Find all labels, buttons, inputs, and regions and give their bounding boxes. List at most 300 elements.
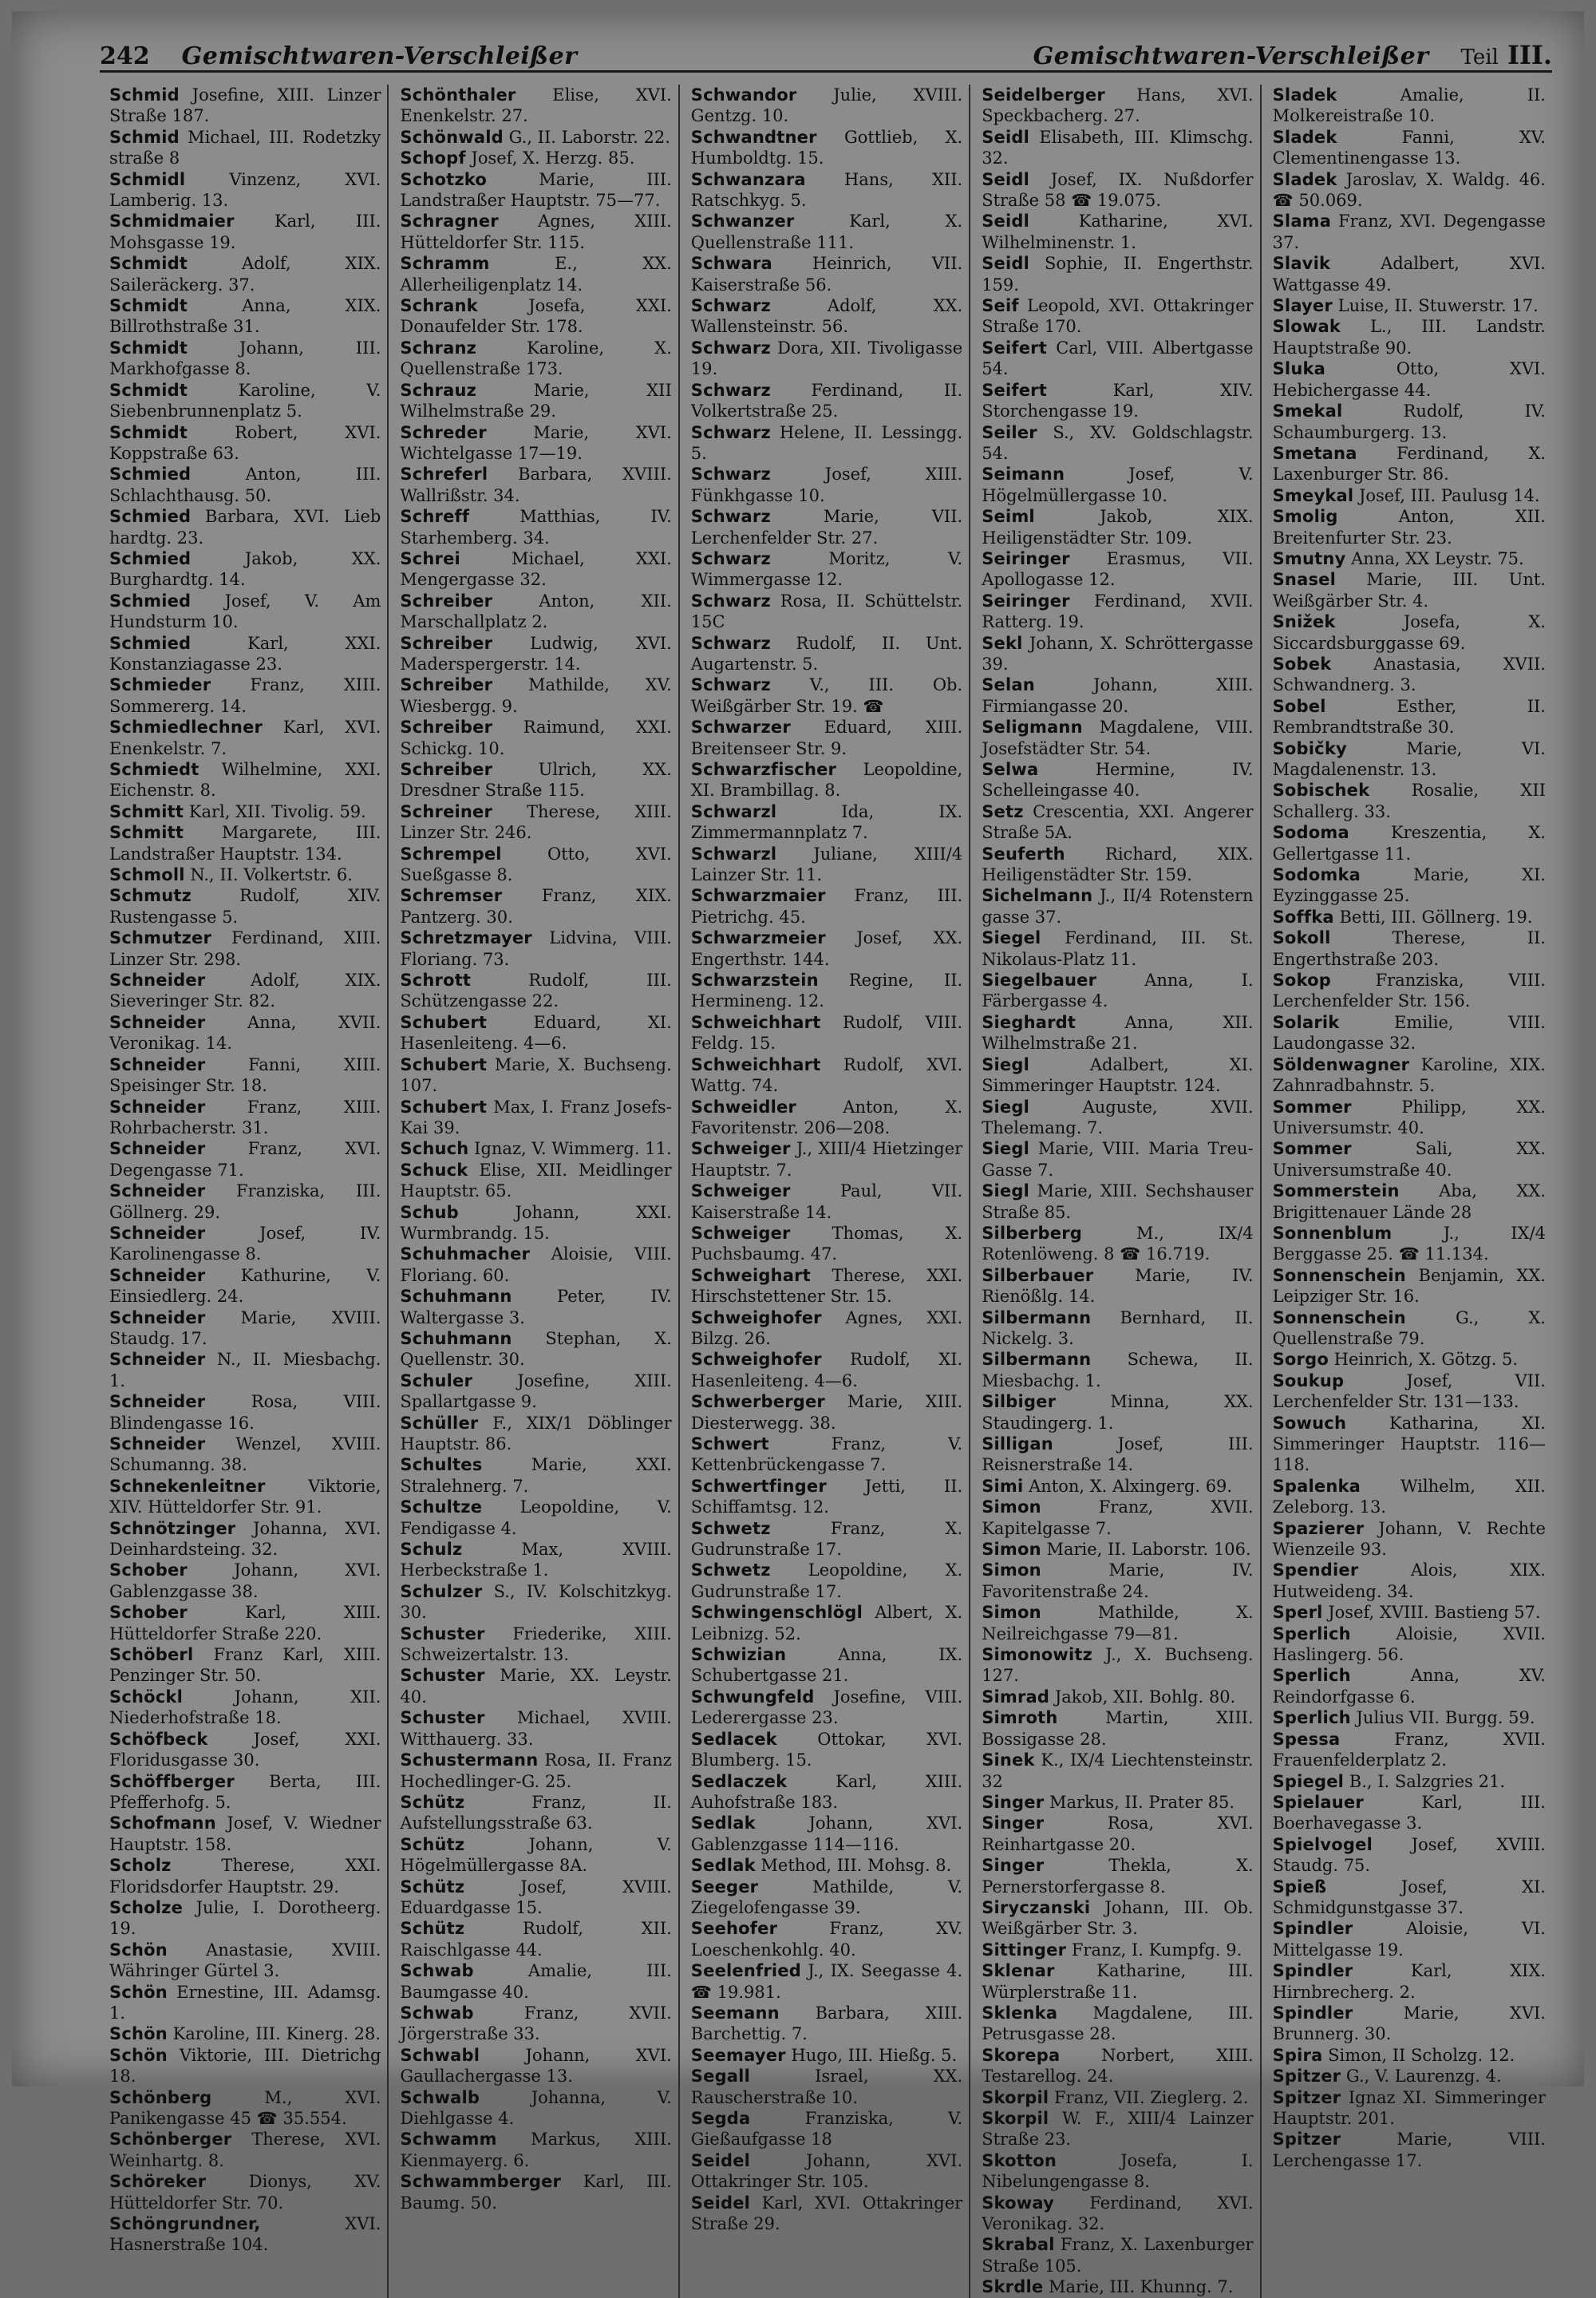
directory-entry: [982, 1138, 1253, 1181]
entry-details: N., II. Miesbachg. 1.: [109, 1350, 381, 1390]
entry-details: Viktorie, III. Dietrichg 18.: [109, 2045, 381, 2086]
directory-entry: [1273, 1792, 1546, 1834]
entry-details: Wilhelm, XII. Zeleborg. 13.: [1272, 1476, 1546, 1517]
directory-entry: [982, 1265, 1253, 1307]
entry-details: Martin, XIII. Bossigasse 28.: [982, 1708, 1254, 1749]
directory-entry: [1273, 1181, 1546, 1223]
entry-surname: Sowuch: [1272, 1413, 1347, 1433]
directory-entry: [109, 127, 381, 169]
entry-details: Therese, XXI. Floridsdorfer Hauptstr. 29.: [109, 1856, 381, 1897]
directory-entry: [982, 380, 1253, 422]
entry-details: Johann, XII. Niederhofstraße 18.: [109, 1687, 381, 1728]
entry-surname: Schönthaler: [400, 85, 516, 105]
entry-surname: Schotzko: [400, 169, 488, 189]
entry-surname: Sperlich: [1272, 1624, 1351, 1643]
entry-surname: Skotton: [982, 2150, 1057, 2170]
entry-details: Karl, XVI. Ottakringer Straße 29.: [690, 2193, 963, 2234]
entry-details: Josef, V. Högelmüllergasse 10.: [982, 465, 1254, 505]
entry-details: Therese, XIII. Linzer Str. 246.: [400, 801, 672, 843]
directory-entry: [982, 295, 1253, 338]
entry-surname: Schwarz: [690, 296, 771, 316]
entry-details: Schewa, II. Miesbachg. 1.: [982, 1350, 1254, 1390]
entry-surname: Schneider: [109, 1181, 206, 1201]
directory-entry: [1273, 738, 1546, 781]
entry-details: Katharine, XVI. Wilhelminenstr. 1.: [982, 212, 1254, 252]
directory-entry: [1273, 2129, 1546, 2171]
directory-entry: [691, 885, 962, 928]
directory-entry: [109, 864, 381, 885]
directory-entry: [109, 2129, 381, 2171]
entry-details: Marie, XVIII. Staudg. 17.: [109, 1307, 381, 1348]
entry-details: Ferdinand, III. St. Nikolaus-Platz 11.: [982, 928, 1254, 969]
entry-surname: Schneider: [109, 1307, 206, 1327]
directory-entry: [982, 506, 1253, 548]
entry-surname: Schopf: [400, 148, 466, 168]
directory-entry: [1273, 2087, 1546, 2130]
directory-entry: [109, 2213, 381, 2256]
entry-surname: Skoway: [982, 2193, 1054, 2213]
entry-surname: Smutny: [1272, 548, 1346, 568]
entry-surname: Schwarz: [690, 507, 771, 527]
directory-entry: [109, 338, 381, 380]
directory-entry: [1273, 1877, 1546, 1919]
entry-details: M., IX/4 Rotenlöweng. 8 ☎ 16.719.: [982, 1223, 1254, 1264]
directory-entry: [691, 1687, 962, 1729]
entry-surname: Simon: [982, 1497, 1041, 1517]
directory-entry: [400, 801, 671, 844]
entry-surname: Sluka: [1272, 359, 1326, 379]
entry-details: Marie, IV. Rienößlg. 14.: [982, 1265, 1254, 1307]
entry-surname: Schreiber: [400, 633, 493, 653]
directory-entry: [109, 253, 381, 295]
entry-details: Johann, XVI. Gaullachergasse 13.: [400, 2045, 672, 2086]
entry-surname: Sobičky: [1272, 738, 1347, 758]
entry-surname: Sieghardt: [982, 1012, 1077, 1032]
entry-details: Fanni, XV. Clementinengasse 13.: [1272, 127, 1546, 168]
entry-surname: Seidel: [690, 2150, 751, 2170]
entry-surname: Spitzer: [1272, 2087, 1341, 2107]
entry-details: Marie, XX. Leystr. 40.: [400, 1666, 672, 1707]
entry-surname: Schön: [109, 2024, 168, 2044]
entry-details: Anastasia, XVII. Schwandnerg. 3.: [1272, 654, 1546, 695]
directory-entry: [109, 674, 381, 717]
entry-surname: Skorpil: [982, 2087, 1049, 2107]
directory-entry: [400, 717, 671, 759]
entry-surname: Schön: [109, 1940, 168, 1960]
directory-entry: [691, 1349, 962, 1391]
directory-entry: [109, 1391, 381, 1434]
directory-entry: [982, 2108, 1253, 2150]
directory-entry: [109, 1476, 381, 1518]
entry-details: N., II. Volkertstr. 6.: [190, 865, 353, 885]
entry-details: Regine, II. Hermineng. 12.: [690, 971, 963, 1011]
entry-surname: Schneider: [109, 1434, 206, 1454]
entry-details: Josef, XI. Schmidgunstgasse 37.: [1272, 1877, 1546, 1917]
entry-details: Johanna, XVI. Deinhardsteing. 32.: [109, 1518, 381, 1560]
entry-surname: Schmidt: [109, 380, 188, 400]
entry-details: Josef, XVIII. Bastieng 57.: [1328, 1603, 1541, 1623]
directory-entry: [109, 464, 381, 506]
entry-surname: Segall: [690, 2067, 750, 2086]
entry-details: Marie, XVI. Brunnerg. 30.: [1272, 2003, 1546, 2044]
entry-details: Otto, XVI. Sueßgasse 8.: [400, 844, 672, 885]
entry-details: Julius VII. Burgg. 59.: [1356, 1708, 1535, 1728]
entry-surname: Spazierer: [1272, 1518, 1365, 1538]
entry-details: Ferdinand, X. Laxenburger Str. 86.: [1272, 443, 1546, 485]
entry-surname: Schneider: [109, 1350, 206, 1370]
entry-surname: Schulzer: [400, 1581, 483, 1601]
entry-surname: Schragner: [400, 212, 499, 231]
entry-surname: Schreferl: [400, 465, 488, 485]
directory-entry: [982, 1940, 1253, 1960]
entry-details: Anastasie, XVIII. Währinger Gürtel 3.: [109, 1940, 381, 1981]
directory-entry: [1273, 316, 1546, 358]
entry-surname: Soukup: [1272, 1370, 1345, 1390]
entry-details: Adalbert, XVI. Wattgasse 49.: [1272, 254, 1546, 295]
entry-surname: Schwarzstein: [690, 971, 819, 991]
directory-entry: [982, 1097, 1253, 1139]
entry-surname: Seligmann: [982, 718, 1083, 738]
entry-details: Stephan, X. Quellenstr. 30.: [400, 1328, 672, 1370]
entry-details: Therese, XVI. Weinhartg. 8.: [109, 2130, 381, 2170]
directory-entry: [1273, 358, 1546, 401]
directory-entry: [109, 1349, 381, 1391]
directory-entry: [109, 885, 381, 928]
directory-entry: [109, 1813, 381, 1855]
entry-details: Jakob, XX. Burghardtg. 14.: [109, 548, 381, 590]
directory-entry: [691, 2066, 962, 2108]
entry-details: Hans, XII. Ratschkyg. 5.: [690, 169, 963, 211]
entry-details: Marie, VIII. Lerchengasse 17.: [1272, 2130, 1546, 2170]
entry-details: Gottlieb, X. Humboldtg. 15.: [690, 127, 963, 168]
entry-surname: Schober: [109, 1603, 188, 1623]
entry-details: Franz Karl, XIII. Penzinger Str. 50.: [109, 1645, 381, 1686]
directory-entry: [691, 295, 962, 338]
directory-entry: [400, 591, 671, 633]
entry-details: Marie, X. Buchseng. 107.: [400, 1054, 672, 1096]
entry-surname: Schramm: [400, 254, 490, 274]
directory-entry: [691, 2193, 962, 2235]
directory-entry: [1273, 654, 1546, 696]
directory-entry: [109, 717, 381, 759]
directory-entry: [400, 970, 671, 1012]
directory-entry: [400, 422, 671, 465]
entry-surname: Schneider: [109, 1139, 206, 1159]
directory-entry: [982, 1307, 1253, 1350]
entry-surname: Sperlich: [1272, 1666, 1351, 1686]
entry-surname: Schwarzfischer: [690, 760, 837, 779]
directory-entry: [982, 422, 1253, 465]
directory-entry: [109, 1265, 381, 1307]
directory-entry: [982, 2234, 1253, 2276]
directory-entry: [1273, 443, 1546, 485]
entry-surname: Schwert: [690, 1434, 769, 1454]
directory-entry: [982, 591, 1253, 633]
entry-surname: Schmiedlechner: [109, 718, 263, 738]
directory-entry: [982, 548, 1253, 591]
entry-surname: Schuch: [400, 1139, 469, 1159]
entry-surname: Schwerberger: [690, 1392, 825, 1412]
entry-surname: Snasel: [1272, 570, 1336, 590]
directory-entry: [109, 1012, 381, 1054]
directory-entry: [982, 1181, 1253, 1223]
entry-surname: Seehofer: [690, 1919, 778, 1939]
entry-surname: Simon: [982, 1560, 1041, 1580]
directory-entry: [400, 1054, 671, 1097]
entry-surname: Sonnenschein: [1272, 1265, 1406, 1285]
entry-details: Leopoldine, X. Gudrunstraße 17.: [690, 1560, 963, 1601]
entry-surname: Schwammberger: [400, 2172, 562, 2192]
directory-entry: [1273, 485, 1546, 506]
entry-details: Aba, XX. Brigittenauer Lände 28: [1272, 1181, 1546, 1222]
entry-surname: Sommer: [1272, 1097, 1352, 1117]
entry-details: Josef, III. Reisnerstraße 14.: [982, 1434, 1254, 1475]
entry-details: Rudolf, XIV. Rustengasse 5.: [109, 886, 381, 927]
directory-entry: [982, 633, 1253, 675]
entry-details: Marie, VI. Magdalenenstr. 13.: [1272, 738, 1546, 779]
entry-surname: Schwarzmaier: [690, 886, 826, 906]
directory-entry: [109, 801, 381, 822]
entry-surname: Schütz: [400, 1792, 465, 1812]
entry-details: Franziska, V. Gießaufgasse 18: [690, 2109, 963, 2150]
entry-details: Marie, VIII. Maria Treu-Gasse 7.: [982, 1139, 1254, 1180]
entry-surname: Schmid: [109, 85, 180, 105]
entry-surname: Sodomka: [1272, 865, 1361, 885]
entry-surname: Schuhmann: [400, 1328, 512, 1348]
entry-details: Karl, III. Boerhavegasse 3.: [1272, 1792, 1546, 1833]
entry-surname: Schmied: [109, 591, 192, 611]
entry-details: Franz, XVII. Jörgerstraße 33.: [400, 2003, 672, 2044]
entry-surname: Seidl: [982, 169, 1029, 189]
directory-entry: [109, 970, 381, 1012]
entry-details: Josef, IX. Nußdorfer Straße 58 ☎ 19.075.: [982, 169, 1254, 211]
entry-surname: Schmutzer: [109, 928, 212, 948]
entry-details: Ulrich, XX. Dresdner Straße 115.: [400, 760, 672, 801]
entry-surname: Seidl: [982, 212, 1029, 231]
entry-details: Karoline, X. Quellenstraße 173.: [400, 338, 672, 379]
entry-surname: Schwamm: [400, 2130, 497, 2150]
directory-entry: [982, 1434, 1253, 1476]
entry-surname: Schmitt: [109, 801, 184, 821]
entry-surname: Schneider: [109, 971, 206, 991]
entry-surname: Siegel: [982, 928, 1041, 948]
directory-entry: [691, 1729, 962, 1771]
directory-entry: [109, 1687, 381, 1729]
entry-surname: Schwarzl: [690, 801, 777, 821]
entry-details: Karl, XIII. Hütteldorfer Straße 220.: [109, 1603, 381, 1643]
directory-entry: [1273, 1413, 1546, 1476]
entry-details: Johann, III. Markhofgasse 8.: [109, 338, 381, 379]
entry-details: Karoline, V. Siebenbrunnenplatz 5.: [109, 380, 381, 421]
entry-surname: Schmidl: [109, 169, 186, 189]
entry-details: L., III. Landstr. Hauptstraße 90.: [1272, 317, 1546, 358]
directory-entry: [691, 2108, 962, 2150]
directory-entry: [691, 1054, 962, 1097]
entry-details: Ignaz XI. Simmeringer Hauptstr. 201.: [1272, 2087, 1546, 2128]
entry-details: Elise, XII. Meidlinger Hauptstr. 65.: [400, 1160, 672, 1201]
directory-entry: [109, 1644, 381, 1687]
entry-details: Hans, XVI. Speckbacherg. 27.: [982, 85, 1254, 126]
directory-entry: [1273, 780, 1546, 822]
directory-entry: [109, 1560, 381, 1602]
entry-details: Franz, XVI. Degengasse 71.: [109, 1139, 381, 1180]
entry-surname: Silbermann: [982, 1350, 1092, 1370]
directory-entry: [1273, 611, 1546, 654]
entry-details: Franziska, III. Göllnerg. 29.: [109, 1181, 381, 1222]
entry-surname: Seiler: [982, 422, 1037, 442]
entry-details: Dionys, XV. Hütteldorfer Str. 70.: [109, 2172, 381, 2213]
entry-surname: Sedlaczek: [690, 1771, 788, 1791]
entry-surname: Simrad: [982, 1687, 1050, 1707]
entry-surname: Silbermann: [982, 1307, 1092, 1327]
directory-entry: [109, 380, 381, 422]
entry-details: Marie, II. Laborstr. 106.: [1046, 1540, 1251, 1560]
directory-entry: [109, 928, 381, 970]
entry-details: Mathilde, X. Neilreichgasse 79—81.: [982, 1603, 1254, 1643]
entry-surname: Smolig: [1272, 507, 1338, 527]
directory-entry: [691, 253, 962, 295]
entry-details: Peter, IV. Waltergasse 3.: [400, 1287, 672, 1327]
entry-surname: Spendier: [1272, 1560, 1359, 1580]
directory-entry: [400, 1707, 671, 1750]
entry-surname: Schuster: [400, 1708, 485, 1728]
directory-entry: [400, 885, 671, 928]
directory-entry: [691, 211, 962, 253]
entry-details: Karl, XVI. Enenkelstr. 7.: [109, 718, 381, 758]
directory-entry: [982, 844, 1253, 886]
directory-entry: [982, 1644, 1253, 1687]
entry-details: Albert, X. Leibnizg. 52.: [690, 1603, 963, 1643]
entry-details: G., V. Laurenzg. 4.: [1345, 2067, 1502, 2086]
directory-entry: [982, 2045, 1253, 2087]
directory-entry: [1273, 211, 1546, 253]
entry-surname: Schwetz: [690, 1518, 771, 1538]
entry-surname: Seifert: [982, 380, 1047, 400]
entry-details: Josef, X. Herzg. 85.: [471, 148, 635, 168]
entry-details: Barbara, XVIII. Wallrißstr. 34.: [400, 465, 672, 505]
page-number: 242: [100, 42, 150, 70]
directory-entry: [109, 2087, 381, 2130]
entry-details: Helene, II. Lessingg. 5.: [690, 422, 963, 463]
entry-surname: Schwara: [690, 254, 772, 274]
entry-surname: Schweidler: [690, 1097, 796, 1117]
entry-surname: Siegl: [982, 1054, 1029, 1074]
directory-entry: [109, 1940, 381, 1982]
entry-surname: Seelenfried: [690, 1961, 801, 1981]
directory-entry: [691, 970, 962, 1012]
entry-surname: Schmidt: [109, 422, 188, 442]
directory-entry: [982, 464, 1253, 506]
entry-details: Bernhard, II. Nickelg. 3.: [982, 1307, 1254, 1348]
entry-details: Markus, II. Prater 85.: [1049, 1792, 1235, 1812]
entry-surname: Siegl: [982, 1097, 1029, 1117]
directory-entry: [1273, 907, 1546, 928]
directory-entry: [982, 1707, 1253, 1750]
entry-surname: Skorpil: [982, 2109, 1049, 2128]
entry-details: Vinzenz, XVI. Lamberig. 13.: [109, 169, 381, 211]
entry-surname: Schönwald: [400, 127, 504, 147]
entry-surname: Singer: [982, 1813, 1045, 1833]
directory-entry: [1273, 295, 1546, 316]
entry-surname: Sonnenschein: [1272, 1307, 1406, 1327]
entry-details: Magdalene, VIII. Josefstädter Str. 54.: [982, 718, 1254, 758]
directory-entry: [400, 464, 671, 506]
entry-details: Auguste, XVII. Thelemang. 7.: [982, 1097, 1254, 1137]
entry-surname: Seeger: [690, 1877, 759, 1897]
entry-surname: Spitzer: [1272, 2130, 1341, 2150]
directory-entry: [109, 1181, 381, 1223]
entry-details: Simon, II Scholzg. 12.: [1328, 2045, 1515, 2065]
entry-details: Ludwig, XVI. Maderspergerstr. 14.: [400, 633, 672, 674]
directory-entry: [691, 380, 962, 422]
directory-entry: [400, 1328, 671, 1370]
running-title-right: Gemischtwaren-Verschleißer: [1033, 42, 1429, 70]
entry-details: Marie, XIII. Sechshauser Straße 85.: [982, 1181, 1254, 1222]
entry-surname: Schweighofer: [690, 1307, 822, 1327]
entry-surname: Schöreker: [109, 2172, 207, 2192]
entry-details: Ferdinand, II. Volkertstraße 25.: [690, 380, 963, 421]
entry-surname: Setz: [982, 801, 1024, 821]
entry-details: Jakob, XIX. Heiligenstädter Str. 109.: [982, 507, 1254, 548]
directory-entry: [691, 1877, 962, 1919]
entry-surname: Schweichhart: [690, 1054, 821, 1074]
entry-details: Marie, III. Khunng. 7.: [1049, 2277, 1234, 2297]
directory-entry: [691, 1012, 962, 1054]
directory-entry: [982, 1813, 1253, 1855]
entry-surname: Smeykal: [1272, 485, 1354, 505]
entry-surname: Schreiber: [400, 675, 493, 695]
entry-details: Anna, XX Leystr. 75.: [1351, 548, 1524, 568]
entry-details: Marie, XII Wilhelmstraße 29.: [400, 380, 672, 421]
entry-details: Johann, V. Högelmüllergasse 8A.: [400, 1834, 672, 1876]
entry-details: Josefine, XIII. Spallartgasse 9.: [400, 1370, 672, 1412]
entry-surname: Schulz: [400, 1540, 463, 1560]
entry-details: B., I. Salzgries 21.: [1349, 1771, 1506, 1791]
entry-surname: Sladek: [1272, 127, 1337, 147]
directory-entry: [1273, 1560, 1546, 1602]
directory-entry: [691, 1855, 962, 1876]
entry-surname: Schreiber: [400, 760, 493, 779]
entry-surname: Schwab: [400, 2003, 474, 2023]
directory-entry: [400, 380, 671, 422]
directory-entry: [400, 148, 671, 168]
directory-entry: [982, 674, 1253, 717]
entry-surname: Schweighofer: [690, 1350, 822, 1370]
directory-entry: [1273, 1138, 1546, 1181]
entry-details: Emilie, VIII. Laudongasse 32.: [1272, 1012, 1546, 1054]
directory-entry: [1273, 1518, 1546, 1560]
entry-details: Ida, IX. Zimmermannplatz 7.: [690, 801, 963, 843]
directory-entry: [400, 1834, 671, 1877]
directory-entry: [400, 169, 671, 212]
entry-details: Philipp, XX. Universumstr. 40.: [1272, 1097, 1546, 1137]
entry-details: Anton, X. Favoritenstr. 206—208.: [690, 1097, 963, 1137]
entry-surname: Schwarz: [690, 465, 771, 485]
entry-details: Erasmus, VII. Apollogasse 12.: [982, 548, 1254, 590]
entry-details: J., IX/4 Berggasse 25. ☎ 11.134.: [1272, 1223, 1546, 1264]
entry-details: Franz, XVII. Frauenfelderplatz 2.: [1272, 1729, 1546, 1770]
entry-details: Raimund, XXI. Schickg. 10.: [400, 718, 672, 758]
entry-surname: Schwertfinger: [690, 1476, 827, 1496]
entry-details: Ignaz, V. Wimmerg. 11.: [474, 1139, 672, 1159]
entry-surname: Sklenka: [982, 2003, 1058, 2023]
entry-details: Johann, XXI. Wurmbrandg. 15.: [400, 1202, 672, 1243]
directory-entry: [1273, 1307, 1546, 1350]
directory-entry: [691, 1918, 962, 1960]
entry-surname: Schuck: [400, 1160, 468, 1180]
entry-details: Max, XVIII. Herbeckstraße 1.: [400, 1540, 672, 1580]
entry-surname: Schmidt: [109, 338, 188, 358]
